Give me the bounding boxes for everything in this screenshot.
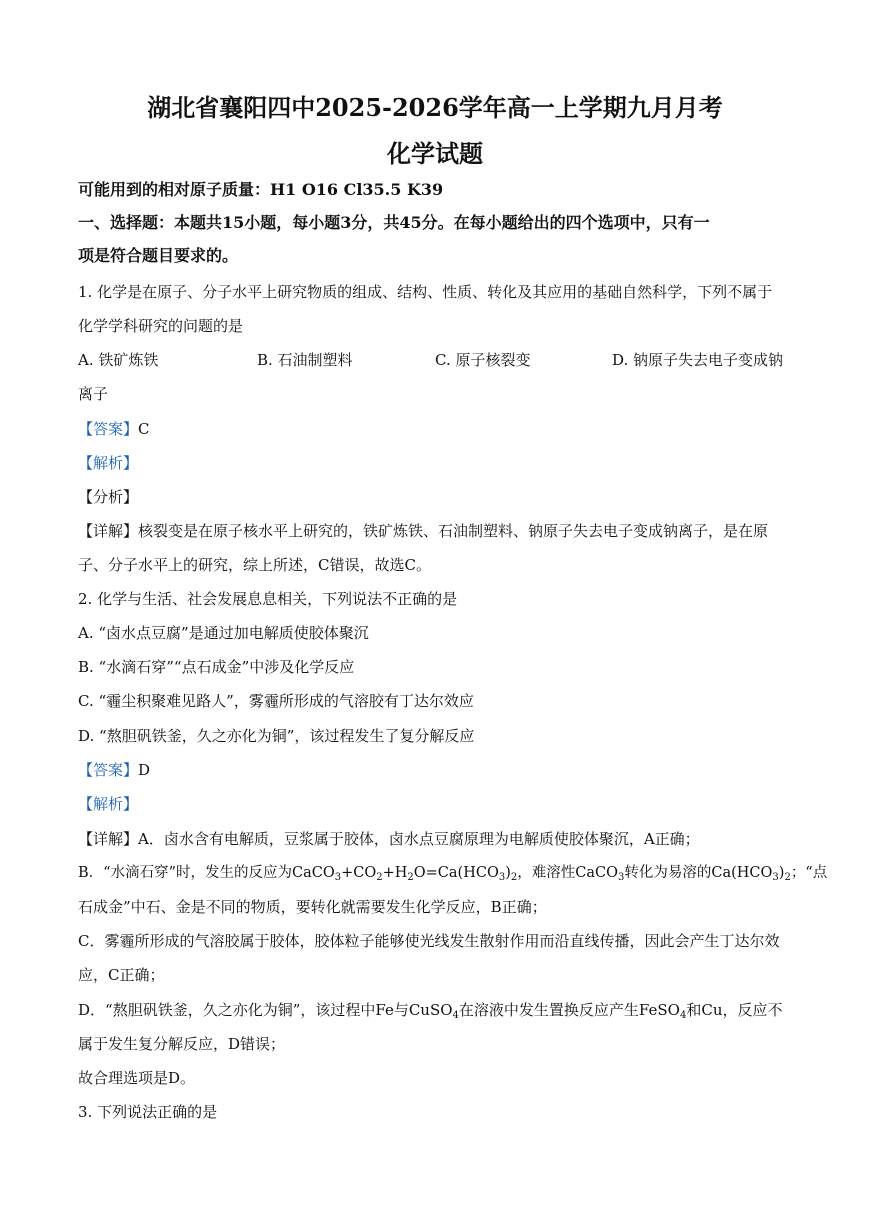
detail-text: A．卤水含有电解质，豆浆属于胶体，卤水点豆腐原理为电解质使胶体聚沉，A正确； — [138, 830, 700, 848]
detail-text: 核裂变是在原子核水平上研究的，铁矿炼铁、石油制塑料、钠原子失去电子变成钠离子，是在原 — [138, 522, 769, 540]
q2-detail-c-line1: C．雾霾所形成的气溶胶属于胶体，胶体粒子能够使光线发生散射作用而沿直线传播，因此会产生丁达尔效 — [78, 932, 780, 950]
q1-analysis-tag: 【解析】 — [78, 454, 139, 472]
exam-subtitle: 化学试题 — [387, 139, 483, 168]
q2-option-a: A. “卤水点豆腐”是通过加电解质使胶体聚沉 — [78, 624, 369, 642]
q2-option-b: B. “水滴石穿”“点石成金”中涉及化学反应 — [78, 658, 355, 676]
q1-detail-line2: 子、分子水平上的研究，综上所述，C错误，故选C。 — [78, 556, 431, 574]
section-heading-line1: 一、选择题：本题共15小题，每小题3分，共45分。在每小题给出的四个选项中，只有一 — [78, 213, 710, 232]
q1-answer — [78, 419, 796, 439]
q2-detail-d-line1: D．“熬胆矾铁釜，久之亦化为铜”，该过程中Fe与CuSO$_4$在溶液中发生置换反应产生FeSO$_4$和Cu，反应不 — [78, 1001, 783, 1021]
answer-value: C — [138, 420, 150, 438]
q1-fenxi-tag: 【分析】 — [78, 488, 139, 506]
q2-stem: 2. 化学与生活、社会发展息息相关，下列说法不正确的是 — [78, 590, 458, 608]
q1-stem-line2: 化学学科研究的问题的是 — [78, 317, 244, 335]
q1-option-c: C. 原子核裂变 — [435, 351, 531, 369]
q2-detail-b-line2: 石成金”中石、金是不同的物质，要转化就需要发生化学反应，B正确； — [78, 898, 547, 916]
q2-option-c: C. “霾尘积聚难见路人”，雾霾所形成的气溶胶有丁达尔效应 — [78, 692, 474, 710]
q1-detail-line1 — [78, 521, 796, 541]
answer-tag: 【答案】 — [78, 761, 139, 779]
exam-title: 湖北省襄阳四中2025-2026学年高一上学期九月月考 — [147, 93, 723, 122]
q2-conclusion: 故合理选项是D。 — [78, 1069, 196, 1087]
q2-detail-d-line2: 属于发生复分解反应，D错误； — [78, 1035, 286, 1053]
q1-stem-line1: 1. 化学是在原子、分子水平上研究物质的组成、结构、性质、转化及其应用的基础自然科学，下列不属于 — [78, 283, 773, 301]
q2-detail-b-line1: B．“水滴石穿”时，发生的反应为$CaCO_3+CO_2+H_2O=Ca(HCO_3)_2$，难溶性CaCO$_3$转化为易溶的$Ca(HCO_3)_2$；“点 — [78, 865, 828, 883]
q2-detail-a — [78, 829, 796, 849]
q2-answer — [78, 760, 796, 780]
q2-option-d: D. “熬胆矾铁釜，久之亦化为铜”，该过程发生了复分解反应 — [78, 727, 475, 745]
q1-option-b: B. 石油制塑料 — [257, 351, 353, 369]
answer-tag: 【答案】 — [78, 420, 139, 438]
detail-tag: 【详解】 — [78, 522, 139, 540]
detail-tag: 【详解】 — [78, 830, 139, 848]
answer-value: D — [138, 761, 151, 779]
q3-stem: 3. 下列说法正确的是 — [78, 1103, 218, 1121]
q2-analysis-tag: 【解析】 — [78, 795, 139, 813]
q2-detail-c-line2: 应，C正确； — [78, 966, 165, 984]
q1-option-d-continued: 离子 — [78, 385, 109, 403]
atomic-masses: 可能用到的相对原子质量：H1 O16 Cl35.5 K39 — [78, 180, 444, 199]
section-heading-line2: 项是符合题目要求的。 — [78, 246, 239, 265]
q1-option-a: A. 铁矿炼铁 — [78, 351, 159, 369]
q1-option-d: D. 钠原子失去电子变成钠 — [612, 351, 784, 369]
